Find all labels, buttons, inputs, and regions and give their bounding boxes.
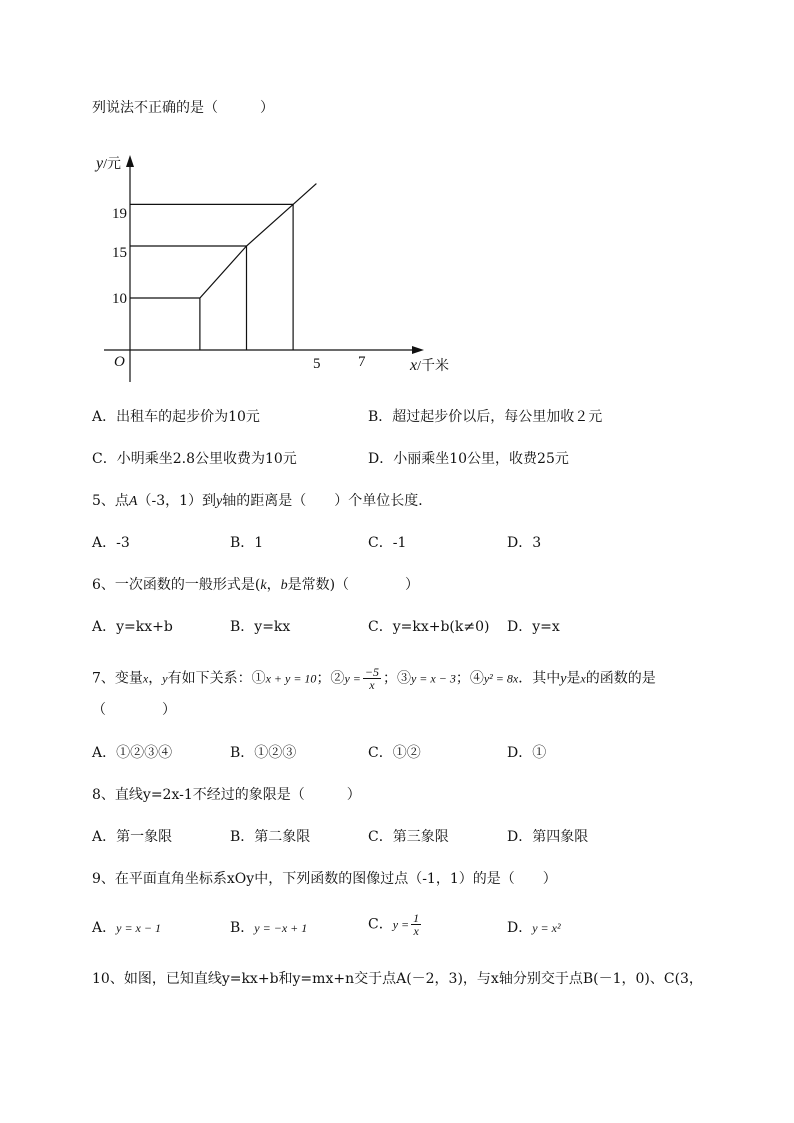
q5-option-d: D．3 [507,535,542,551]
q6-option-a: A．y=kx+b [92,619,173,635]
fare-line [130,184,316,298]
question-7-stem: 7、变量x，y有如下关系：①x + y = 10；②y = $\frac{-5}{x}$ ；③y = x − 3；④y² = 8x．其中y是x的函数的是 [92,665,656,692]
origin-label: O [114,354,125,370]
q7-option-d: D．① [507,745,547,761]
y-tick-label-15: 15 [112,245,127,261]
q5-option-a: A．-3 [92,535,130,551]
q8-option-d: D．第四象限 [507,829,589,845]
q8-option-c: C．第三象限 [368,829,449,845]
q7-fraction: $\frac{-5}{x}$ [364,665,379,692]
q9-fraction: $\frac{1}{x}$ [413,911,420,938]
q8-option-b: B．第二象限 [230,829,311,845]
x-tick-label-5: 5 [313,356,321,372]
q4-option-a: A．出租车的起步价为10元 [92,409,260,425]
q9-option-b: B．y = −x + 1 [230,920,308,936]
question-6-stem: 6、一次函数的一般形式是(k，b是常数)（ ） [92,577,420,593]
question-4-tail: 列说法不正确的是（ ） [92,100,274,116]
x-axis-label: x/千米 [410,357,449,374]
q5-option-b: B．1 [230,535,264,551]
y-tick-label-10: 10 [112,291,127,307]
q7-option-a: A．①②③④ [92,745,173,761]
q9-option-d: D．y = x² [507,920,561,936]
q6-option-c: C．y=kx+b(k≠0) [368,619,490,635]
q8-option-a: A．第一象限 [92,829,173,845]
y-tick-label-19: 19 [112,206,127,222]
question-9-stem: 9、在平面直角坐标系xOy中，下列函数的图像过点（-1，1）的是（ ） [92,871,557,887]
y-axis-label: y/元 [96,155,121,172]
question-8-stem: 8、直线y=2x-1不经过的象限是（ ） [92,787,361,803]
x-axis-arrow [412,346,424,354]
q9-option-c: C．y = $\frac{1}{x}$ [368,911,420,938]
x-tick-label-7: 7 [358,354,366,370]
q6-option-d: D．y=x [507,619,560,635]
y-axis-arrow [126,155,134,167]
q4-option-d: D．小丽乘坐10公里，收费25元 [368,451,569,467]
q4-option-c: C．小明乘坐2.8公里收费为10元 [92,451,297,467]
q7-option-c: C．①② [368,745,421,761]
q9-option-a: A．y = x − 1 [92,920,161,936]
q6-option-b: B．y=kx [230,619,291,635]
question-10-stem: 10、如图，已知直线y=kx+b和y=mx+n交于点A(－2，3)，与x轴分别交于点B(－1，0)、C(3， [92,971,703,987]
question-5-stem: 5、点A（-3，1）到y轴的距离是（ ）个单位长度． [92,493,433,509]
q7-option-b: B．①②③ [230,745,297,761]
q4-option-b: B．超过起步价以后，每公里加收２元 [368,409,603,425]
question-7-paren: （ ） [92,702,176,718]
q5-option-c: C．-1 [368,535,407,551]
